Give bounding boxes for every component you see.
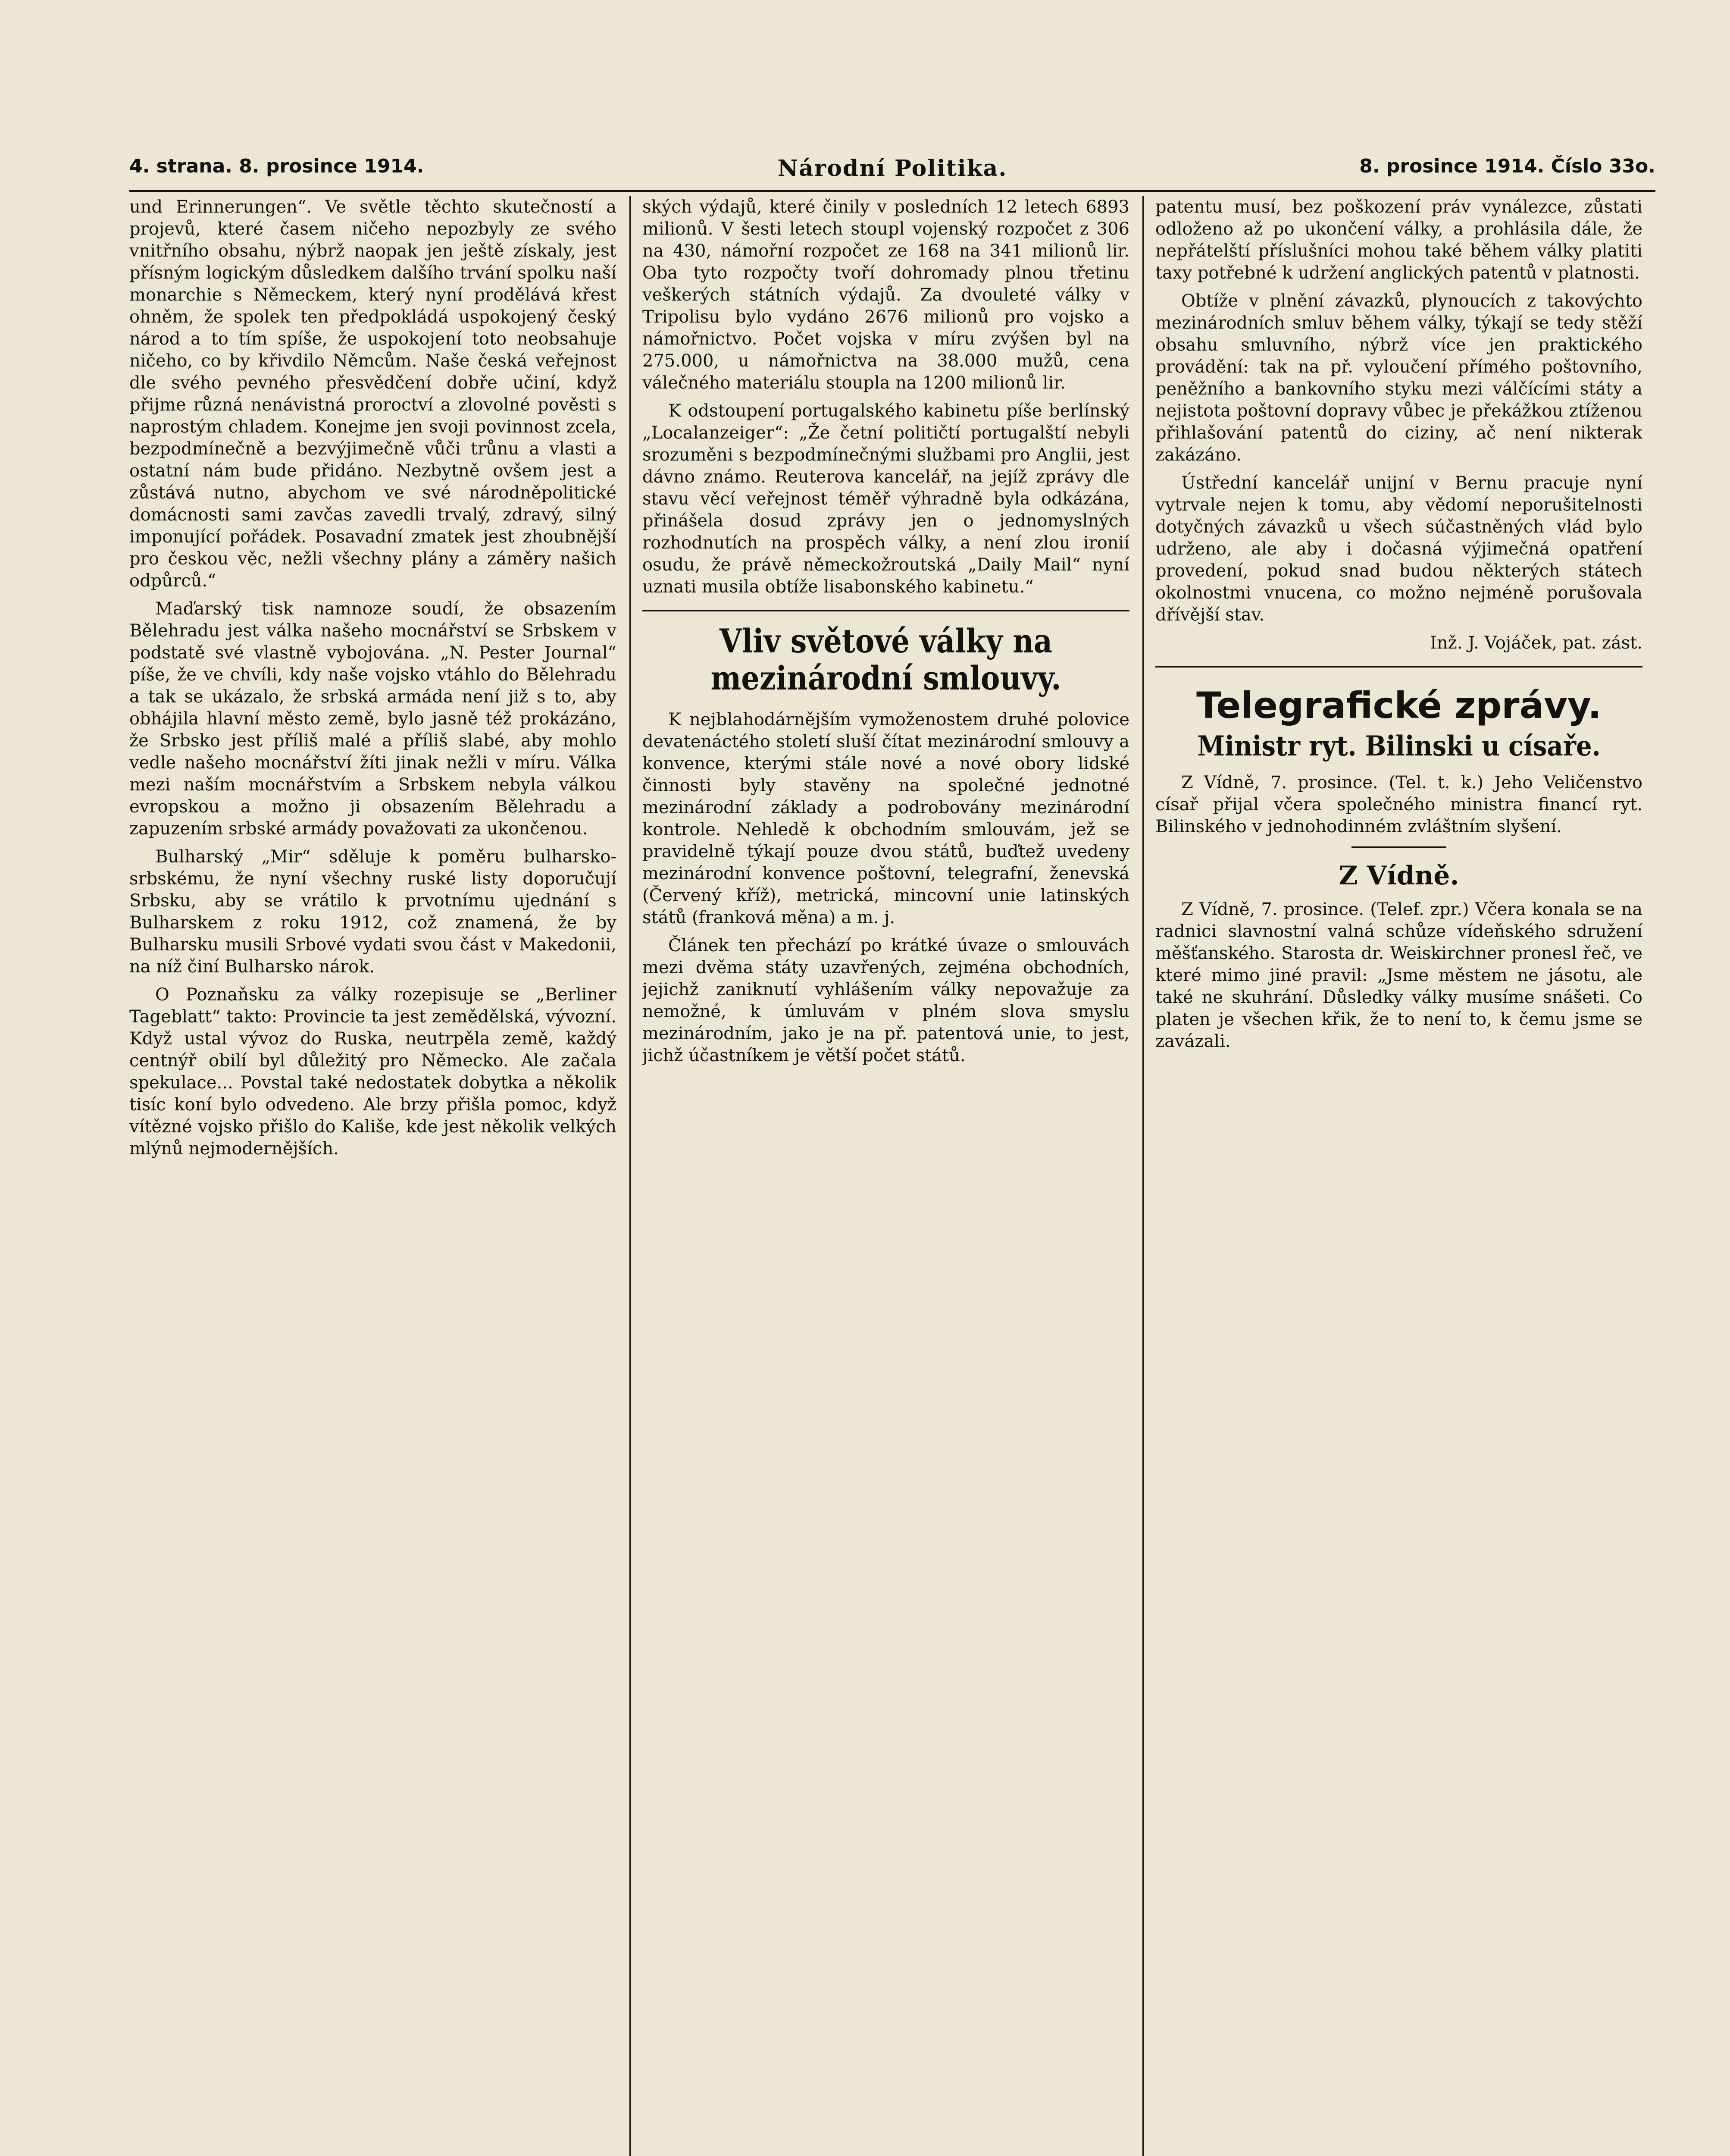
article-headline: Vliv světové války na mezinárodní smlouvy. xyxy=(710,622,1061,697)
article-paragraph: Bulharský „Mir“ sděluje k poměru bulharsko-srbskému, že nyní všechny ruské listy doporučují Srbsku, aby se vrátilo k prvotnímu ujednání s Bulharskem z roku 1912, což znamená, že by Bulharsku musili Srbové vydati svou část v Makedonii, na níž činí Bulharsko nárok. xyxy=(129,847,616,977)
article-paragraph: und Erinnerungen“. Ve světle těchto skutečností a projevů, které časem ničeho nepozbyly ze svého vnitřního obsahu, nýbrž naopak jen ještě získaly, jest přísným logickým důsledkem dalšího trvání spolku naší monarchie s Německem, který nyní prodělává křest ohněm, že spolek ten předpokládá uspokojený český národ a to tím spíše, že uspokojení toto neobsahuje ničeho, co by křivdilo Němcům. Naše česká veřejnost dle svého pevného přesvědčení dobře učiní, když přijme různá nenávistná proroctví a zlovolné pověsti s naprostým chladem. Konejme jen svoji povinnost zcela, bezpodmínečně a bezvýjimečně vůči trůnu a vlasti a ostatní nám bude přidáno. Nezbytně ovšem jest a zůstává nutno, abychom ve své národněpolitické domácnosti sami zavčas zavedli trvalý, zdravý, silný imponující pořádek. Posavadní zmatek jest zhoubnější pro českou věc, nežli všechny plány a záměry našich odpůrců.“ xyxy=(129,197,616,591)
column-divider-2 xyxy=(1142,196,1144,2156)
news-subheading: Ministr ryt. Bilinski u císaře. xyxy=(1197,730,1601,762)
article-paragraph: ských výdajů, které činily v posledních 12 letech 6893 milionů. V šesti letech stoupl vojenský rozpočet z 306 na 430, námořní rozpočet ze 168 na 341 milionů lir. Oba tyto rozpočty tvoří dohromady plnou třetinu veškerých státních výdajů. Za dvouleté války v Tripolisu bylo vydáno 2676 milionů pro vojsko a námořnictvo. Počet vojska v míru zvýšen byl na 275.000, u námořnictva na 38.000 mužů, cena válečného materiálu stoupla na 1200 milionů lir. xyxy=(642,197,1129,393)
header-rule xyxy=(129,190,1655,192)
header-page-and-date: 4. strana. 8. prosince 1914. xyxy=(129,155,424,177)
article-paragraph: Obtíže v plnění závazků, plynoucích z takovýchto mezinárodních smluv během války, týkají se tedy stěží obsahu smluvního, nýbrž více jen praktického provádění: tak na př. vyloučení přímého poštovního, peněžního a bankovního styku mezi válčícími státy a nejistota poštovní dopravy vůbec je překážkou ztíženou přihlašování patentů do ciziny, ač není nikterak zakázáno. xyxy=(1155,291,1642,465)
page-header xyxy=(129,155,1655,190)
article-separator xyxy=(642,610,1129,611)
article-paragraph: K nejblahodárnějším vymoženostem druhé polovice devatenáctého století sluší čítat mezinárodní smlouvy a konvence, kterými stále nové a nové obory lidské činnosti byly stavěny na společné jednotné mezinárodní základy a podrobovány mezinárodní kontrole. Nehledě k obchodním smlouvám, jež se pravidelně týkají pouze dvou států, buďtež uvedeny mezinárodní konvence poštovní, telegrafní, ženevská (Červený kříž), metrická, mincovní unie latinských států (franková měna) a m. j. xyxy=(642,710,1129,928)
author-signature: Inž. J. Vojáček, pat. zást. xyxy=(1430,633,1642,653)
article-paragraph: Ústřední kancelář unijní v Bernu pracuje nyní vytrvale nejen k tomu, aby vědomí neporušitelnosti dotyčných závazků u všech súčastněných vlád bylo udrženo, ale aby i dočasná výjimečná opatření provedení, pokud snad budou některých státech okolnostmi vnucena, co možno nejméně porušovala dřívější stav. xyxy=(1155,473,1642,625)
news-subheading: Z Vídně. xyxy=(1339,861,1459,891)
article-paragraph: O Poznaňsku za války rozepisuje se „Berliner Tageblatt“ takto: Provincie ta jest zemědělská, vývozní. Když ustal vývoz do Ruska, neutrpěla země, každý centnýř obilí byl důležitý pro Německo. Ale začala spekulace... Povstal také nedostatek dobytka a několik tisíc koní bylo odvedeno. Ale brzy přišla pomoc, když vítězné vojsko přišlo do Kališe, kde jest několik velkých mlýnů nejmodernějších. xyxy=(129,985,616,1159)
article-paragraph: patentu musí, bez poškození práv vynálezce, zůstati odloženo až po ukončení války, a prohlásila dále, že nepřátelští příslušníci mohou také během války platiti taxy potřebné k udržení anglických patentů v platnosti. xyxy=(1155,197,1642,283)
masthead-title: Národní Politika. xyxy=(777,155,1007,182)
article-paragraph: Článek ten přechází po krátké úvaze o smlouvách mezi dvěma státy uzavřených, zejména obchodních, jejichž zaniknutí vyhlášením války nepovažuje za nemožné, k úmluvám v plném slova smyslu mezinárodním, jako je na př. patentová unie, to jest, jichž účastníkem je větší počet států. xyxy=(642,936,1129,1065)
column-1 xyxy=(129,196,616,2156)
news-separator xyxy=(1351,846,1446,848)
article-paragraph: Maďarský tisk namnoze soudí, že obsazením Bělehradu jest válka našeho mocnářství se Srbskem v podstatě své vlastně vybojována. „N. Pester Journal“ píše, že ve chvíli, kdy naše vojsko vtáhlo do Bělehradu a tak se ukázalo, že srbská armáda není již s to, aby obhájila hlavní město země, bylo jasně též prokázáno, že Srbsko jest příliš malé a příliš slabé, aby mohlo vedle našeho mocnářství žíti jinak nežli v míru. Válka mezi naším mocnářstvím a Srbskem nebyla válkou evropskou a možno ji obsazením Bělehradu a zapuzením srbské armády považovati za ukončenou. xyxy=(129,599,616,839)
header-date-and-issue: 8. prosince 1914. Číslo 33o. xyxy=(1359,155,1655,177)
column-divider-1 xyxy=(629,196,631,2156)
news-paragraph: Z Vídně, 7. prosince. (Tel. t. k.) Jeho Veličenstvo císař přijal včera společného ministra financí ryt. Bilinského v jednohodinném zvláštním slyšení. xyxy=(1155,773,1642,837)
column-2 xyxy=(642,196,1129,2156)
section-separator xyxy=(1155,666,1642,667)
column-3 xyxy=(1155,196,1642,2156)
article-paragraph: K odstoupení portugalského kabinetu píše berlínský „Localanzeiger“: „Že četní političtí portugalští nebyli srozuměni s bezpodmínečnými službami pro Anglii, jest dávno známo. Reuterova kancelář, na jejíž zprávy dle stavu věcí veřejnost téměř výhradně byla odkázána, přinášela dosud zprávy jen o jednomyslných rozhodnutích na prospěch války, a není zlou ironií osudu, že právě německožroutská „Daily Mail“ nyní uznati musila obtíže lisabonského kabinetu.“ xyxy=(642,401,1129,597)
news-paragraph: Z Vídně, 7. prosince. (Telef. zpr.) Včera konala se na radnici slavnostní valná schůze vídeňského sdružení měšťanského. Starosta dr. Weiskirchner pronesl řeč, ve které mimo jiné pravil: „Jsme městem ne jásotu, ale také ne skuhrání. Důsledky války musíme snášeti. Co platen je všechen křik, že to není to, k čemu jsme se zavázali. xyxy=(1155,899,1642,1051)
section-heading: Telegrafické zprávy. xyxy=(1196,684,1602,727)
